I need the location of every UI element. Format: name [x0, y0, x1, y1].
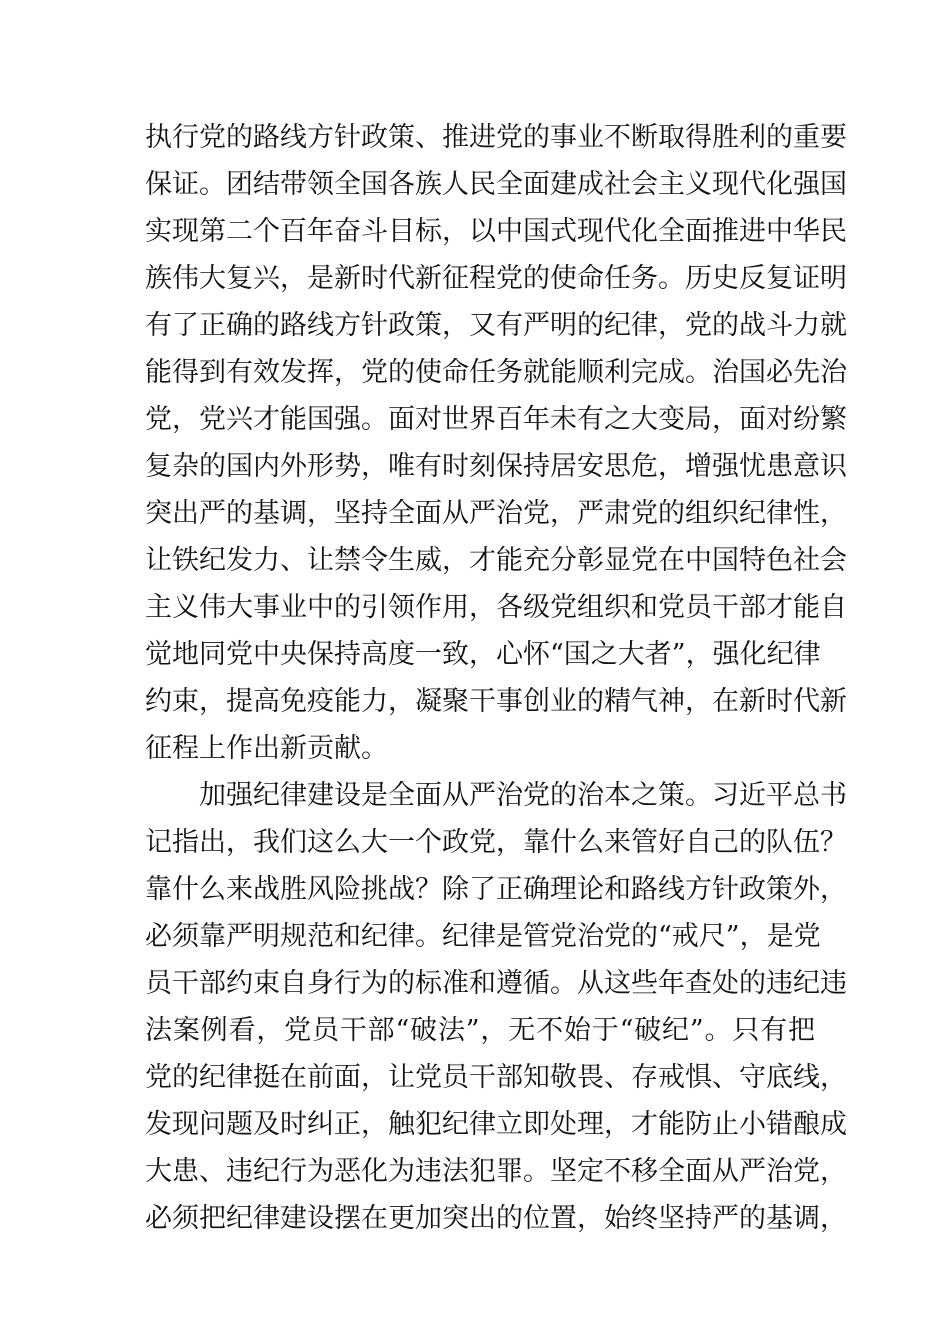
paragraph-2-line-1: 加强纪律建设是全面从严治党的治本之策。习近平总书	[199, 780, 847, 811]
paragraph-2-line-8: 发现问题及时纠正，触犯纪律立即处理，才能防止小错酿成	[145, 1109, 847, 1140]
paragraph-1-line-13: 约束，提高免疫能力，凝聚干事创业的精气神，在新时代新	[145, 686, 847, 717]
paragraph-1-line-3: 实现第二个百年奋斗目标，以中国式现代化全面推进中华民	[145, 216, 847, 247]
paragraph-1-line-2: 保证。团结带领全国各族人民全面建成社会主义现代化强国	[145, 169, 847, 200]
paragraph-1-line-1: 执行党的路线方针政策、推进党的事业不断取得胜利的重要	[145, 122, 847, 153]
paragraph-1-line-7: 党，党兴才能国强。面对世界百年未有之大变局，面对纷繁	[145, 404, 847, 435]
paragraph-1-line-10: 让铁纪发力、让禁令生威，才能充分彰显党在中国特色社会	[145, 545, 847, 576]
paragraph-2-line-3: 靠什么来战胜风险挑战？除了正确理论和路线方针政策外，	[145, 874, 847, 905]
paragraph-2-line-4: 必须靠严明规范和纪律。纪律是管党治党的“戒尺”，是党	[145, 921, 821, 952]
paragraph-1-line-11: 主义伟大事业中的引领作用，各级党组织和党员干部才能自	[145, 592, 847, 623]
paragraph-2-line-10: 必须把纪律建设摆在更加突出的位置，始终坚持严的基调，	[145, 1203, 847, 1234]
paragraph-2-line-2: 记指出，我们这么大一个政党，靠什么来管好自己的队伍？	[145, 827, 847, 858]
paragraph-1-line-4: 族伟大复兴，是新时代新征程党的使命任务。历史反复证明	[145, 263, 847, 294]
paragraph-1-line-9: 突出严的基调，坚持全面从严治党，严肃党的组织纪律性，	[145, 498, 847, 529]
paragraph-2-line-9: 大患、违纪行为恶化为违法犯罪。坚定不移全面从严治党，	[145, 1156, 847, 1187]
paragraph-2-line-5: 员干部约束自身行为的标准和遵循。从这些年查处的违纪违	[145, 968, 847, 999]
paragraph-2-line-6: 法案例看，党员干部“破法”，无不始于“破纪”。只有把	[145, 1015, 815, 1046]
paragraph-1-line-8: 复杂的国内外形势，唯有时刻保持居安思危，增强忧患意识	[145, 451, 847, 482]
paragraph-1-line-6: 能得到有效发挥，党的使命任务就能顺利完成。治国必先治	[145, 357, 847, 388]
paragraph-1-line-12: 觉地同党中央保持高度一致，心怀“国之大者”，强化纪律	[145, 639, 821, 670]
paragraph-2-line-7: 党的纪律挺在前面，让党员干部知敬畏、存戒惧、守底线，	[145, 1062, 847, 1093]
paragraph-1-line-5: 有了正确的路线方针政策，又有严明的纪律，党的战斗力就	[145, 310, 847, 341]
paragraph-1-line-14: 征程上作出新贡献。	[145, 733, 388, 764]
